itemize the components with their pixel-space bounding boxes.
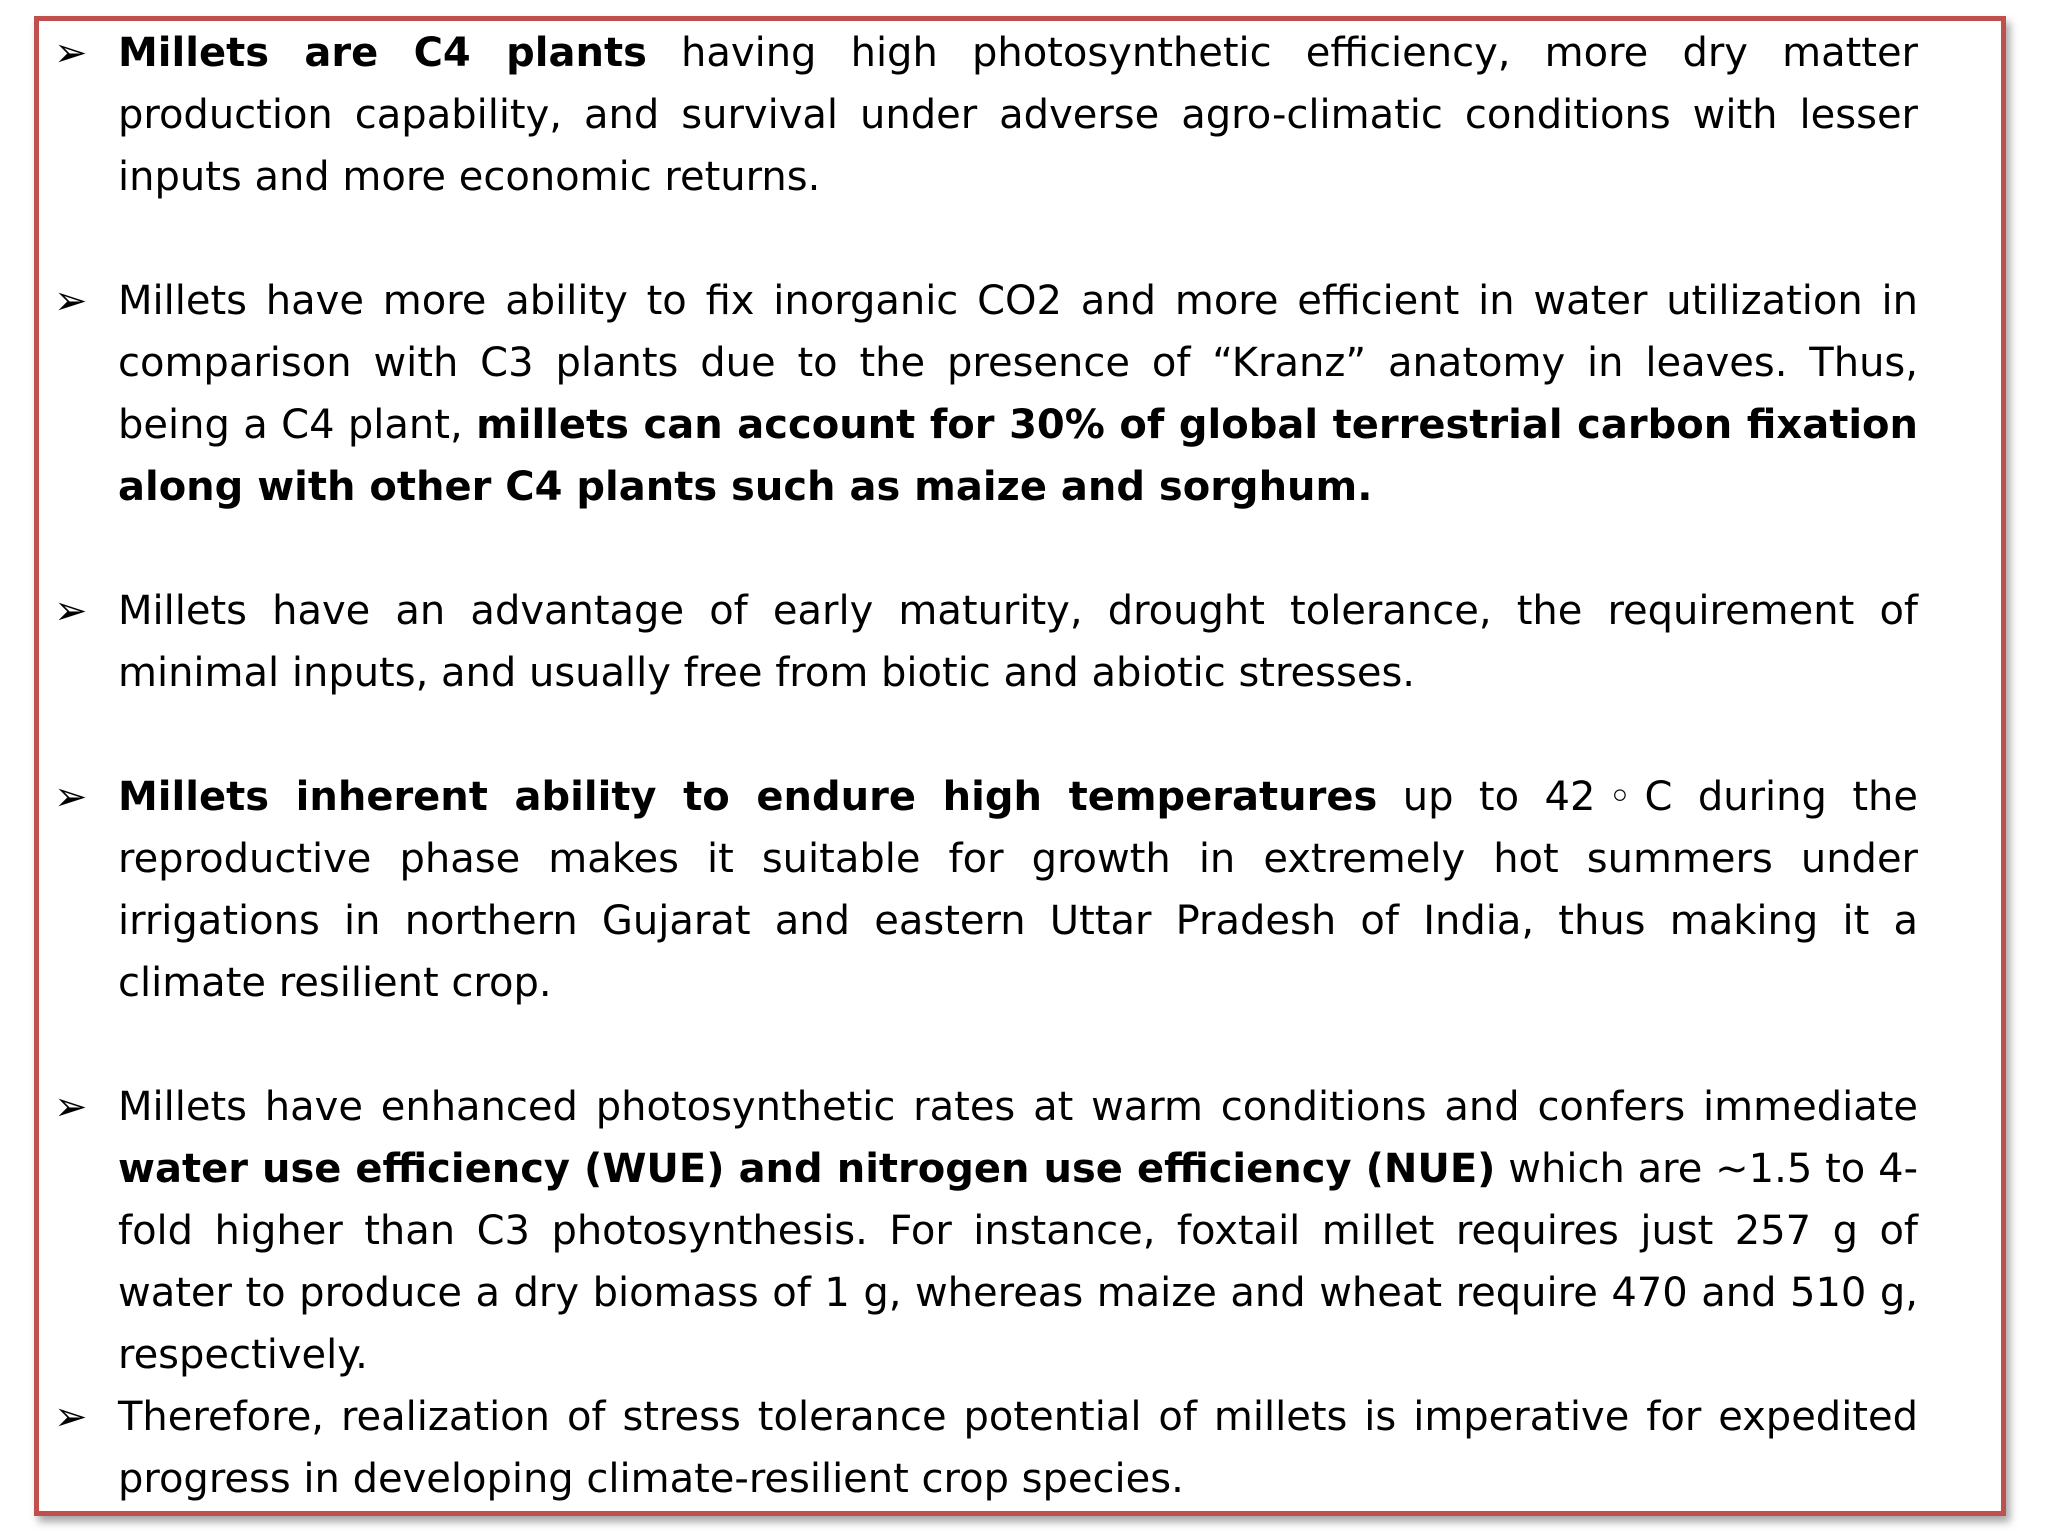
bullet-bold-text: water use efficiency (WUE) and nitrogen use efficiency (NUE) xyxy=(118,1146,1496,1192)
bullet-text: up to 42◦C during the reproductive phase makes it suitable for growth in extremely hot summers under irrigations in northern Gujarat and eastern Uttar Pradesh of India, thus making it a climate resilient crop. xyxy=(118,774,1919,1006)
arrow-bullet-icon: ➢ xyxy=(54,30,88,76)
arrow-bullet-icon: ➢ xyxy=(54,774,88,820)
bullet-bold-text: Millets inherent ability to endure high temperatures xyxy=(118,774,1378,820)
bullet-high-temperature xyxy=(54,766,1918,1014)
bullet-text: which are ∼1.5 to 4- fold higher than C3 photosynthesis. For instance, foxtail millet requires just 257 g of water to produce a dry biomass of 1 g, whereas maize and wheat require 470 and 510 g, respectively. xyxy=(118,1146,1919,1378)
bullet-text: having high photosynthetic efficiency, more dry matter production capability, and survival under adverse agro-climatic conditions with lesser inputs and more economic returns. xyxy=(118,30,1919,200)
bullet-text: Millets have more ability to fix inorganic CO2 and more efficient in water utilization in comparison with C3 plants due to the presence of “Kranz” anatomy in leaves. Thus, being a C4 plant, xyxy=(118,278,1918,448)
arrow-bullet-icon: ➢ xyxy=(54,278,88,324)
bullet-co2-fixation xyxy=(54,270,1918,518)
bullet-bold-text: millets can account for 30% of global terrestrial carbon fixation along with other C4 plants such as maize and sorghum. xyxy=(118,402,1918,510)
bullet-conclusion xyxy=(54,1386,1918,1510)
bullet-c4-plants xyxy=(54,22,1918,208)
bullet-wue-nue xyxy=(54,1076,1918,1386)
bullet-text: Millets have enhanced photosynthetic rates at warm conditions and confers immediate xyxy=(118,1084,1918,1130)
bullet-early-maturity xyxy=(54,580,1918,704)
arrow-bullet-icon: ➢ xyxy=(54,588,88,634)
bullet-list xyxy=(54,22,1918,1510)
bullet-text: Therefore, realization of stress tolerance potential of millets is imperative for expedited progress in developing climate-resilient crop species. xyxy=(118,1394,1918,1502)
arrow-bullet-icon: ➢ xyxy=(54,1084,88,1130)
bullet-text: Millets have an advantage of early maturity, drought tolerance, the requirement of minimal inputs, and usually free from biotic and abiotic stresses. xyxy=(118,588,1918,696)
bullet-bold-text: Millets are C4 plants xyxy=(118,30,647,76)
arrow-bullet-icon: ➢ xyxy=(54,1394,88,1440)
